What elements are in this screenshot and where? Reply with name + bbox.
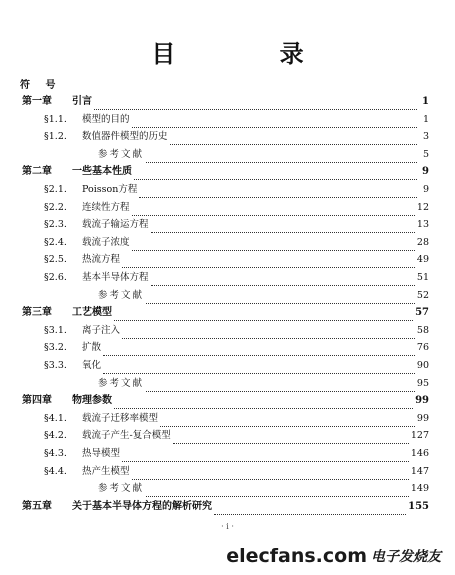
toc-dot-leader [146,381,415,392]
toc-entry-title: 一些基本性质 [72,166,132,178]
toc-entry-title: 离子注入 [82,324,121,336]
toc-page-number: 3 [422,131,429,143]
toc-page-number: 146 [410,448,429,459]
toc-page-number: 1 [422,96,429,107]
toc-page-number: 149 [410,483,429,495]
toc-page-number: 52 [416,289,429,301]
toc-dot-leader [132,205,415,216]
toc-section-entry[interactable] [44,446,429,462]
toc-entry-title: 工艺模型 [72,307,112,319]
toc-chapter-entry[interactable] [22,305,429,321]
toc-entry-title: 热产生模型 [82,465,130,477]
toc-chapter-entry[interactable] [22,94,429,110]
watermark-site: elecfans.com [226,545,367,567]
toc-entry-title: 参考文献 [98,289,145,301]
toc-dot-leader [146,152,417,163]
toc-entry-title: Poisson方程 [82,184,138,195]
toc-page-number: 9 [422,166,429,178]
toc-entry-number: 第五章 [22,500,52,512]
toc-entry-title: 基本半导体方程 [82,272,149,283]
page-title: 目 录 [151,39,352,68]
toc-entry-title: 扩散 [82,342,102,354]
toc-dot-leader [122,257,415,268]
toc-entry-title: 参考文献 [98,377,145,389]
toc-entry-title: 数值器件模型的历史 [82,131,168,143]
toc-dot-leader [160,416,415,427]
toc-section-entry[interactable] [44,182,429,198]
toc-page-number: 49 [416,254,429,266]
page-number-mark: · i · [221,522,234,531]
site-watermark [226,545,441,567]
toc-dot-leader [122,328,415,339]
toc-entry-title: 模型的目的 [82,113,130,125]
toc-entry-number: §4.3. [44,448,67,459]
toc-section-entry[interactable] [44,270,429,286]
toc-dot-leader [132,469,409,480]
toc-dot-leader [134,169,417,180]
toc-section-entry[interactable] [44,217,429,233]
toc-entry-title: 关于基本半导体方程的解析研究 [72,500,212,512]
toc-dot-leader [114,398,413,409]
toc-dot-leader [170,134,417,145]
toc-entry-title: 连续性方程 [82,201,130,213]
toc-dot-leader [146,486,409,497]
toc-page-number: 127 [410,430,429,442]
toc-page-number: 76 [416,342,429,354]
toc-reference-entry[interactable] [98,481,429,497]
toc-dot-leader [103,363,415,374]
toc-entry-number: §2.6. [44,272,67,283]
toc-entry-number: §2.4. [44,236,67,248]
toc-reference-entry[interactable] [98,147,429,163]
toc-reference-entry[interactable] [98,376,429,392]
toc-section-entry[interactable] [44,112,429,128]
toc-dot-leader [151,222,415,233]
toc-section-entry[interactable] [44,411,429,427]
toc-entry-title: 引言 [72,96,92,107]
symbols-heading: 符 号 [20,80,62,91]
toc-entry-number: 第三章 [22,307,52,319]
toc-entry-title: 热导模型 [82,448,121,459]
toc-dot-leader [94,99,417,110]
toc-page-number: 12 [416,201,429,213]
toc-page-number: 99 [415,395,429,407]
toc-entry-number: §2.2. [44,201,67,213]
toc-page-number: 5 [422,148,429,160]
toc-entry-title: 载流子产生-复合模型 [82,430,171,442]
toc-entry-number: §2.5. [44,254,67,266]
toc-entry-title: 载流子迁移率模型 [82,412,159,424]
toc-dot-leader [114,310,413,321]
toc-section-entry[interactable] [44,428,429,444]
toc-entry-title: 物理参数 [72,395,112,407]
toc-reference-entry[interactable] [98,288,429,304]
toc-dot-leader [146,293,415,304]
toc-section-entry[interactable] [44,323,429,339]
toc-entry-number: §4.1. [44,412,67,424]
watermark-suffix: 电子发烧友 [371,549,441,565]
toc-entry-title: 参考文献 [98,483,145,495]
toc-entry-number: §3.2. [44,342,67,354]
toc-page-number: 57 [415,307,429,319]
toc-entry-number: §1.1. [44,113,67,125]
toc-chapter-entry[interactable] [22,164,429,180]
toc-dot-leader [214,504,406,515]
toc-dot-leader [132,240,415,251]
toc-page-number: 155 [408,500,429,512]
toc-section-entry[interactable] [44,464,429,480]
toc-dot-leader [122,451,409,462]
toc-page-number: 13 [416,219,429,231]
toc-section-entry[interactable] [44,200,429,216]
toc-entry-number: §1.2. [44,131,67,143]
toc-page-number: 95 [416,377,429,389]
toc-entry-title: 热流方程 [82,254,121,266]
toc-entry-number: 第二章 [22,166,52,178]
toc-entry-number: §4.4. [44,465,67,477]
toc-entry-number: §4.2. [44,430,67,442]
toc-section-entry[interactable] [44,252,429,268]
toc-page-number: 1 [422,113,429,125]
toc-page-number: 99 [416,412,429,424]
toc-section-entry[interactable] [44,340,429,356]
toc-entry-number: 第一章 [22,96,52,107]
toc-page-number: 147 [410,465,429,477]
toc-section-entry[interactable] [44,235,429,251]
toc-page-number: 90 [416,360,429,371]
toc-section-entry[interactable] [44,358,429,374]
toc-entry-number: §3.1. [44,324,67,336]
toc-section-entry[interactable] [44,129,429,145]
toc-dot-leader [139,187,417,198]
toc-entry-title: 载流子浓度 [82,236,130,248]
toc-page-number: 51 [416,272,429,283]
toc-page-number: 58 [416,324,429,336]
toc-dot-leader [173,433,409,444]
toc-page-number: 9 [422,184,429,195]
toc-entry-number: §2.1. [44,184,67,195]
toc-dot-leader [103,345,415,356]
toc-entry-title: 载流子输运方程 [82,219,149,231]
toc-dot-leader [132,117,417,128]
toc-dot-leader [151,275,415,286]
toc-entry-title: 参考文献 [98,148,145,160]
toc-chapter-entry[interactable] [22,393,429,409]
toc-entry-number: 第四章 [22,395,52,407]
toc-entry-number: §2.3. [44,219,67,231]
toc-chapter-entry[interactable] [22,499,429,515]
toc-entry-number: §3.3. [44,360,67,371]
toc-entry-title: 氧化 [82,360,102,371]
toc-page-number: 28 [416,236,429,248]
